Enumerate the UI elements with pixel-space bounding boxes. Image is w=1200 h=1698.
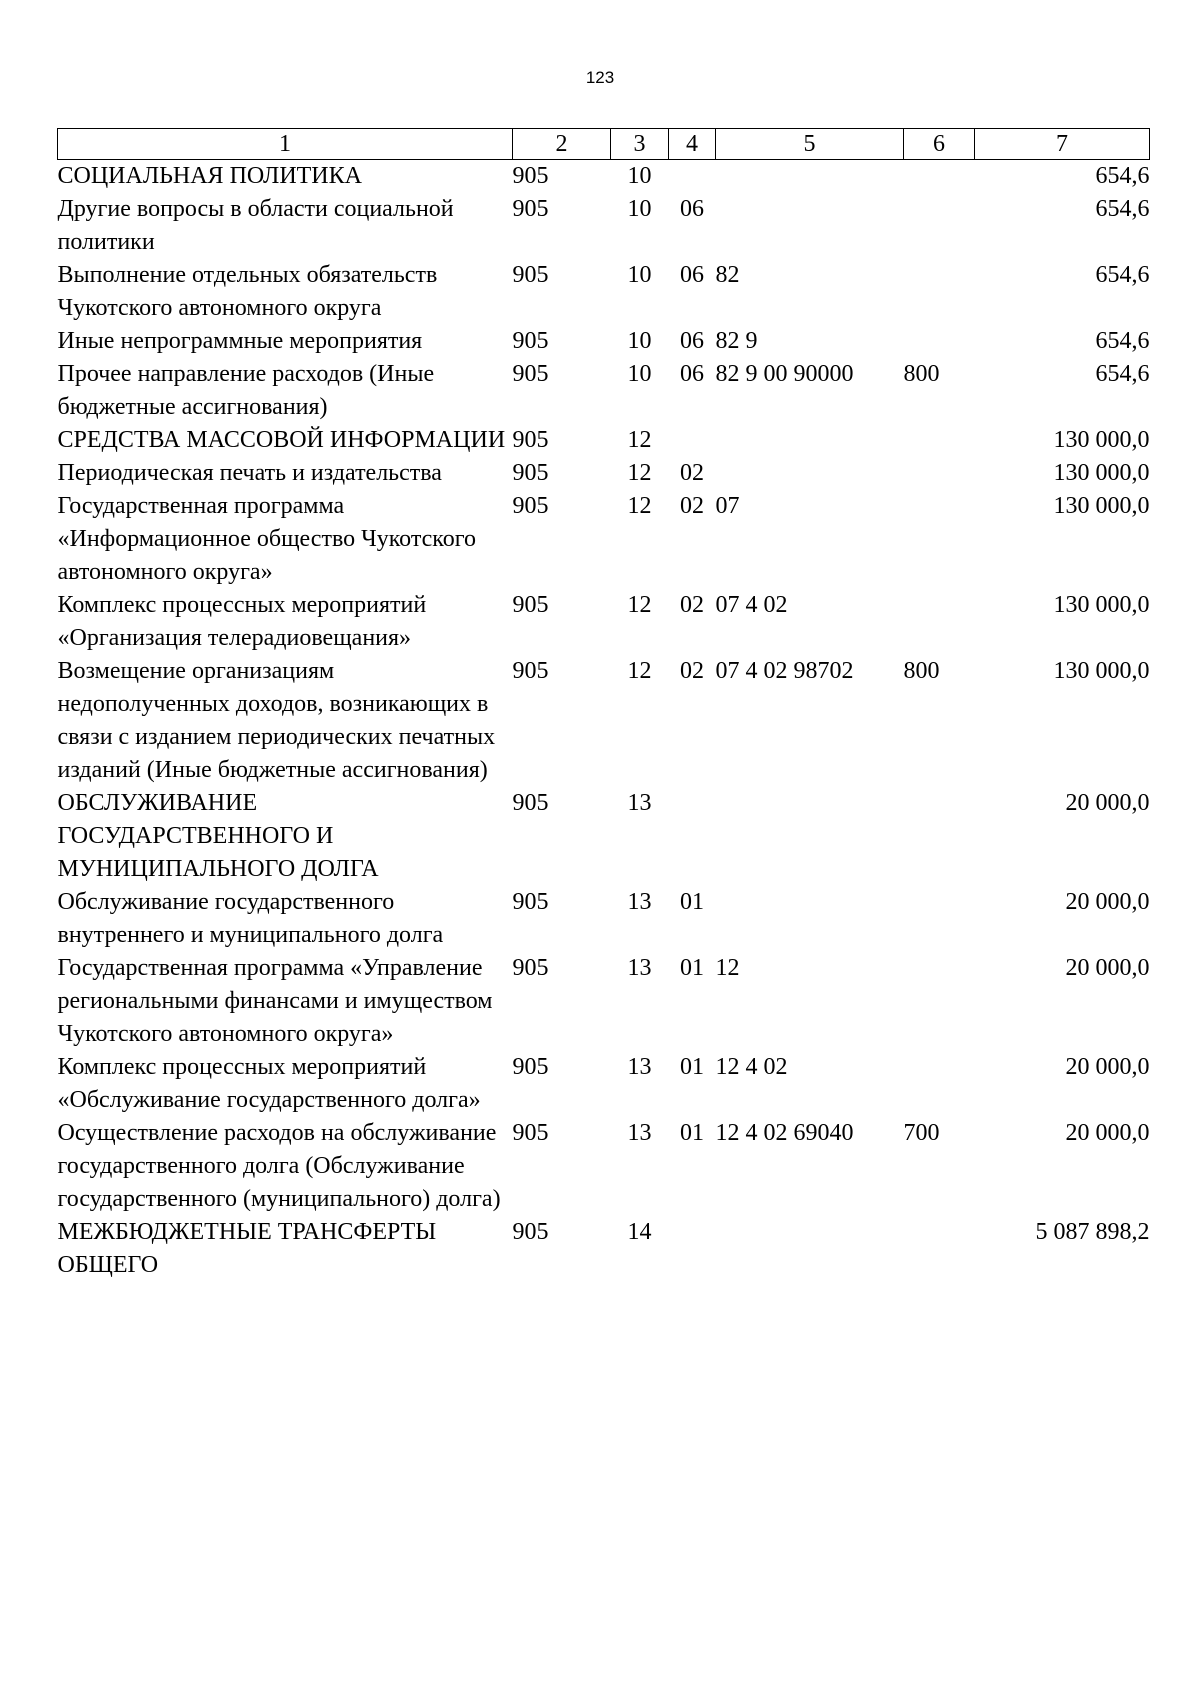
target-article-cell: 82: [715, 262, 740, 288]
table-row: [58, 193, 1150, 259]
expense-type-cell: [904, 259, 975, 325]
table-row: [58, 160, 1150, 194]
amount-cell: 654,6: [1095, 361, 1150, 387]
expense-type-cell: [904, 325, 975, 358]
target-article-cell: 82 9 00 90000: [715, 361, 854, 387]
table-row: [58, 787, 1150, 886]
ministry-code-cell: 905: [512, 328, 549, 354]
subsection-cell: 01: [680, 889, 704, 915]
section-cell: 14: [627, 1219, 652, 1245]
section-cell: 13: [627, 955, 652, 981]
subsection-cell: 01: [680, 955, 704, 981]
section-cell: 12: [627, 592, 652, 618]
table-row: [58, 1216, 1150, 1282]
item-name-cell: СОЦИАЛЬНАЯ ПОЛИТИКА: [57, 163, 362, 189]
amount-cell: 20 000,0: [1065, 790, 1150, 816]
column-header: 7: [975, 129, 1150, 160]
item-name-cell: Возмещение организациям недополученных доходов, возникающих в связи с изданием периодических печатных изданий (Иные бюджетные ассигнования): [57, 658, 496, 783]
section-cell: 13: [627, 889, 652, 915]
table-row: [58, 457, 1150, 490]
table-row: [58, 259, 1150, 325]
target-article-cell: 07 4 02: [715, 592, 788, 618]
subsection-cell: [669, 787, 716, 886]
subsection-cell: 06: [680, 361, 704, 387]
ministry-code-cell: 905: [512, 1219, 549, 1245]
item-name-cell: Осуществление расходов на обслуживание государственного долга (Обслуживание государственного (муниципального) долга): [57, 1120, 501, 1212]
target-article-cell: 12: [715, 955, 740, 981]
ministry-code-cell: 905: [512, 427, 549, 453]
ministry-code-cell: 905: [512, 1120, 549, 1146]
target-article-cell: 07 4 02 98702: [715, 658, 854, 684]
section-cell: 12: [627, 460, 652, 486]
table-row: [58, 1117, 1150, 1216]
expense-type-cell: [904, 787, 975, 886]
item-name-cell: Государственная программа «Управление региональными финансами и имуществом Чукотского автономного округа»: [57, 955, 493, 1047]
subsection-cell: 06: [680, 328, 704, 354]
item-name-cell: Другие вопросы в области социальной политики: [57, 196, 454, 255]
target-article-cell: [716, 1216, 904, 1282]
section-cell: 10: [627, 361, 652, 387]
table-row: [58, 490, 1150, 589]
amount-cell: 654,6: [1095, 196, 1150, 222]
budget-table: [57, 128, 1150, 1282]
table-row: [58, 1051, 1150, 1117]
expense-type-cell: [904, 424, 975, 457]
subsection-cell: 02: [680, 592, 704, 618]
subsection-cell: [669, 1216, 716, 1282]
ministry-code-cell: 905: [512, 262, 549, 288]
target-article-cell: [716, 193, 904, 259]
ministry-code-cell: 905: [512, 889, 549, 915]
target-article-cell: [716, 457, 904, 490]
column-header: 5: [716, 129, 904, 160]
table-row: [58, 952, 1150, 1051]
item-name-cell: Обслуживание государственного внутреннего и муниципального долга: [57, 889, 444, 948]
item-name-cell: СРЕДСТВА МАССОВОЙ ИНФОРМАЦИИ: [57, 427, 506, 453]
expense-type-cell: [904, 160, 975, 194]
item-name-cell: Выполнение отдельных обязательств Чукотского автономного округа: [57, 262, 438, 321]
amount-cell: 130 000,0: [1053, 592, 1150, 618]
section-cell: 13: [627, 790, 652, 816]
ministry-code-cell: 905: [512, 493, 549, 519]
expense-type-cell: 700: [903, 1120, 940, 1146]
expense-type-cell: [904, 457, 975, 490]
subsection-cell: [669, 424, 716, 457]
subsection-cell: 06: [680, 196, 704, 222]
amount-cell: 654,6: [1095, 262, 1150, 288]
item-name-cell: Периодическая печать и издательства: [57, 460, 442, 486]
column-header: 2: [513, 129, 611, 160]
item-name-cell: Прочее направление расходов (Иные бюджетные ассигнования): [57, 361, 435, 420]
item-name-cell: Комплекс процессных мероприятий «Организация телерадиовещания»: [57, 592, 427, 651]
amount-cell: 20 000,0: [1065, 889, 1150, 915]
section-cell: 12: [627, 493, 652, 519]
amount-cell: 654,6: [1095, 163, 1150, 189]
subsection-cell: 01: [680, 1054, 704, 1080]
table-row: [58, 424, 1150, 457]
target-article-cell: [716, 787, 904, 886]
amount-cell: 5 087 898,2: [1035, 1219, 1150, 1245]
table-row: [58, 325, 1150, 358]
subsection-cell: [669, 160, 716, 194]
section-cell: 10: [627, 262, 652, 288]
table-body: [58, 160, 1150, 1283]
ministry-code-cell: 905: [512, 460, 549, 486]
expense-type-cell: [904, 1216, 975, 1282]
header-row: [58, 129, 1150, 160]
amount-cell: 20 000,0: [1065, 1054, 1150, 1080]
column-header: 1: [58, 129, 513, 160]
amount-cell: 20 000,0: [1065, 1120, 1150, 1146]
item-name-cell: Государственная программа «Информационное общество Чукотского автономного округа»: [57, 493, 476, 585]
table-row: [58, 358, 1150, 424]
amount-cell: 130 000,0: [1053, 460, 1150, 486]
ministry-code-cell: 905: [512, 163, 549, 189]
section-cell: 10: [627, 163, 652, 189]
ministry-code-cell: 905: [512, 361, 549, 387]
amount-cell: 654,6: [1095, 328, 1150, 354]
column-header: 6: [904, 129, 975, 160]
expense-type-cell: 800: [903, 658, 940, 684]
expense-type-cell: [904, 1051, 975, 1117]
expense-type-cell: [904, 589, 975, 655]
section-cell: 12: [627, 658, 652, 684]
amount-cell: 130 000,0: [1053, 427, 1150, 453]
item-name-cell: МЕЖБЮДЖЕТНЫЕ ТРАНСФЕРТЫ ОБЩЕГО: [57, 1219, 437, 1278]
column-header: 3: [611, 129, 669, 160]
item-name-cell: Комплекс процессных мероприятий «Обслуживание государственного долга»: [57, 1054, 481, 1113]
ministry-code-cell: 905: [512, 658, 549, 684]
section-cell: 13: [627, 1054, 652, 1080]
section-cell: 13: [627, 1120, 652, 1146]
subsection-cell: 02: [680, 493, 704, 519]
subsection-cell: 01: [680, 1120, 704, 1146]
amount-cell: 130 000,0: [1053, 658, 1150, 684]
ministry-code-cell: 905: [512, 1054, 549, 1080]
expense-type-cell: 800: [903, 361, 940, 387]
target-article-cell: 12 4 02 69040: [715, 1120, 854, 1146]
subsection-cell: 06: [680, 262, 704, 288]
ministry-code-cell: 905: [512, 955, 549, 981]
subsection-cell: 02: [680, 460, 704, 486]
expense-type-cell: [904, 952, 975, 1051]
expense-type-cell: [904, 886, 975, 952]
section-cell: 10: [627, 328, 652, 354]
item-name-cell: Иные непрограммные мероприятия: [57, 328, 423, 354]
expense-type-cell: [904, 490, 975, 589]
ministry-code-cell: 905: [512, 196, 549, 222]
target-article-cell: 12 4 02: [715, 1054, 788, 1080]
table-row: [58, 886, 1150, 952]
target-article-cell: 82 9: [715, 328, 758, 354]
item-name-cell: ОБСЛУЖИВАНИЕ ГОСУДАРСТВЕННОГО И МУНИЦИПАЛЬНОГО ДОЛГА: [57, 790, 379, 882]
target-article-cell: [716, 886, 904, 952]
column-header: 4: [669, 129, 716, 160]
amount-cell: 130 000,0: [1053, 493, 1150, 519]
table-row: [58, 589, 1150, 655]
target-article-cell: 07: [715, 493, 740, 519]
expense-type-cell: [904, 193, 975, 259]
table-row: [58, 655, 1150, 787]
subsection-cell: 02: [680, 658, 704, 684]
section-cell: 12: [627, 427, 652, 453]
section-cell: 10: [627, 196, 652, 222]
target-article-cell: [716, 160, 904, 194]
page-number: 123: [585, 68, 615, 87]
ministry-code-cell: 905: [512, 592, 549, 618]
amount-cell: 20 000,0: [1065, 955, 1150, 981]
target-article-cell: [716, 424, 904, 457]
ministry-code-cell: 905: [512, 790, 549, 816]
